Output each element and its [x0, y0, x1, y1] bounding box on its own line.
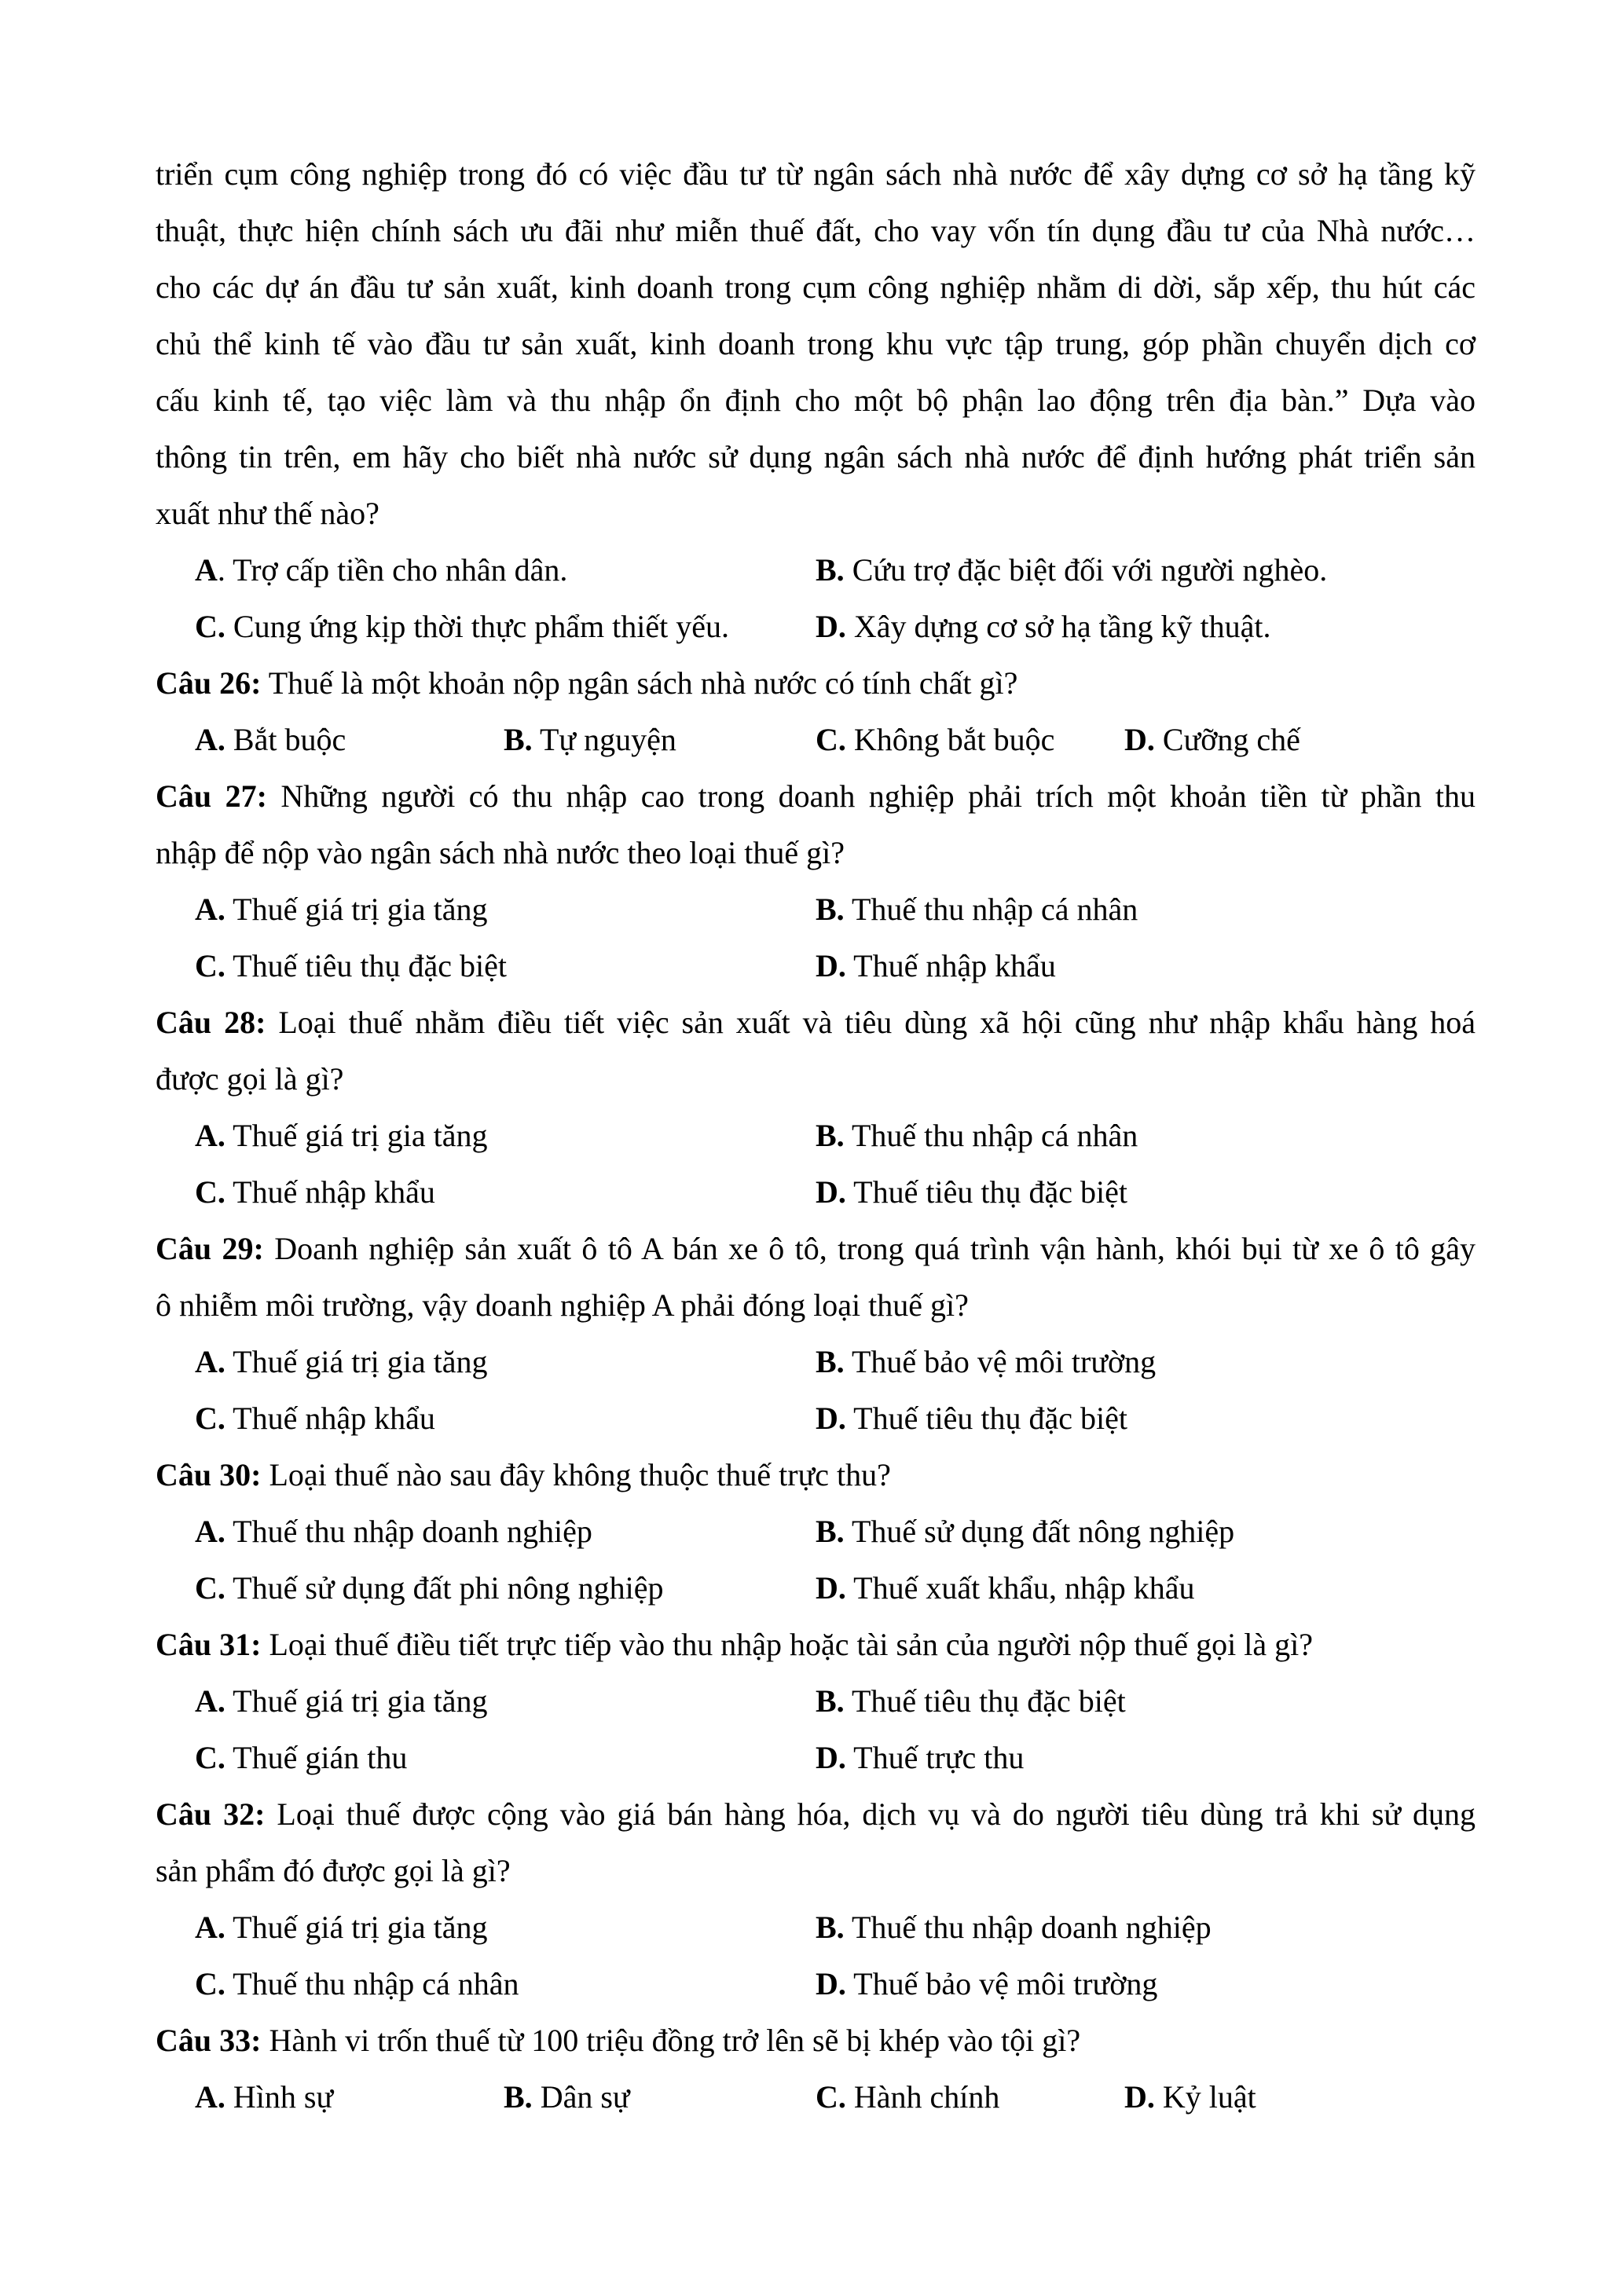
option-b[interactable]: B. Thuế sử dụng đất nông nghiệp — [816, 1514, 1235, 1549]
option-b[interactable]: B. Tự nguyện — [504, 722, 676, 757]
options-row — [156, 889, 1476, 946]
question-stem: Câu 33: Hành vi trốn thuế từ 100 triệu đồng trở lên sẽ bị khép vào tội gì? — [156, 2023, 1081, 2058]
question-25-options-row — [156, 606, 1476, 663]
option-c[interactable]: C. Thuế gián thu — [195, 1740, 408, 1775]
option-a[interactable]: A. Thuế giá trị gia tăng — [195, 892, 488, 927]
question-stem-line: nhập để nộp vào ngân sách nhà nước theo loại thuế gì? — [156, 835, 845, 870]
option-a[interactable]: A. Hình sự — [195, 2079, 334, 2115]
options-row — [156, 1681, 1476, 1738]
option-b[interactable]: B. Thuế tiêu thụ đặc biệt — [816, 1683, 1126, 1719]
question-stem-line: ô nhiễm môi trường, vậy doanh nghiệp A phải đóng loại thuế gì? — [156, 1287, 969, 1323]
option-d[interactable]: D. Thuế trực thu — [816, 1740, 1025, 1775]
stem-line: thuật, thực hiện chính sách ưu đãi như miễn thuế đất, cho vay vốn tín dụng đầu tư của Nhà nước… — [156, 213, 1476, 248]
question-32 — [156, 1794, 1476, 2020]
question-30 — [156, 1455, 1476, 1624]
option-b[interactable]: B. Thuế thu nhập cá nhân — [816, 892, 1138, 927]
question-stem: Câu 26: Thuế là một khoản nộp ngân sách nhà nước có tính chất gì? — [156, 665, 1018, 701]
question-stem: Câu 30: Loại thuế nào sau đây không thuộc thuế trực thu? — [156, 1457, 891, 1492]
question-27 — [156, 776, 1476, 1002]
option-b[interactable]: B. Thuế bảo vệ môi trường — [816, 1344, 1157, 1379]
stem-line: triển cụm công nghiệp trong đó có việc đầu tư từ ngân sách nhà nước để xây dựng cơ sở hạ tầng kỹ — [156, 156, 1476, 192]
question-26 — [156, 663, 1476, 776]
option-a[interactable]: A. Thuế giá trị gia tăng — [195, 1344, 488, 1379]
option-d[interactable]: D. Cưỡng chế — [1124, 722, 1300, 757]
question-stem: Câu 27: Những người có thu nhập cao trong doanh nghiệp phải trích một khoản tiền từ phần thu — [156, 778, 1476, 814]
question-label: Câu 27: — [156, 778, 267, 814]
question-label: Câu 31: — [156, 1627, 262, 1662]
question-label: Câu 33: — [156, 2023, 262, 2058]
document-page — [156, 154, 1476, 2133]
option-d[interactable]: D. Thuế xuất khẩu, nhập khẩu — [816, 1570, 1195, 1606]
option-d[interactable]: D. Thuế nhập khẩu — [816, 948, 1056, 983]
question-29 — [156, 1229, 1476, 1455]
option-a[interactable]: A. Thuế giá trị gia tăng — [195, 1118, 488, 1153]
option-d[interactable]: D. Thuế tiêu thụ đặc biệt — [816, 1174, 1127, 1210]
option-d[interactable]: D. Xây dựng cơ sở hạ tầng kỹ thuật. — [816, 609, 1271, 644]
option-b[interactable]: B. Thuế thu nhập doanh nghiệp — [816, 1910, 1212, 1945]
option-c[interactable]: C. Hành chính — [816, 2079, 1000, 2115]
options-row — [156, 1568, 1476, 1624]
option-a[interactable]: A. Trợ cấp tiền cho nhân dân. — [195, 552, 568, 588]
options-row — [156, 1511, 1476, 1568]
question-stem: Câu 32: Loại thuế được cộng vào giá bán hàng hóa, dịch vụ và do người tiêu dùng trả khi sử dụng — [156, 1796, 1476, 1832]
option-d[interactable]: D. Thuế tiêu thụ đặc biệt — [816, 1401, 1127, 1436]
stem-line: chủ thể kinh tế vào đầu tư sản xuất, kinh doanh trong khu vực tập trung, góp phần chuyển dịch cơ — [156, 326, 1476, 361]
option-c[interactable]: C. Thuế sử dụng đất phi nông nghiệp — [195, 1570, 664, 1606]
question-stem: Câu 31: Loại thuế điều tiết trực tiếp vào thu nhập hoặc tài sản của người nộp thuế gọi là gì? — [156, 1627, 1314, 1662]
options-row — [156, 1398, 1476, 1455]
question-label: Câu 28: — [156, 1005, 266, 1040]
question-label: Câu 30: — [156, 1457, 262, 1492]
options-row — [156, 1342, 1476, 1398]
options-row — [156, 720, 1476, 776]
option-c[interactable]: C. Thuế nhập khẩu — [195, 1174, 435, 1210]
options-row — [156, 1172, 1476, 1229]
stem-line: xuất như thế nào? — [156, 496, 379, 531]
options-row — [156, 1115, 1476, 1172]
option-d[interactable]: D. Thuế bảo vệ môi trường — [816, 1966, 1158, 2001]
option-c[interactable]: C. Không bắt buộc — [816, 722, 1055, 757]
question-33 — [156, 2020, 1476, 2133]
option-c[interactable]: C. Cung ứng kịp thời thực phẩm thiết yếu. — [195, 609, 730, 644]
options-row — [156, 1738, 1476, 1794]
options-row — [156, 946, 1476, 1002]
question-31 — [156, 1624, 1476, 1794]
option-a[interactable]: A. Thuế thu nhập doanh nghiệp — [195, 1514, 592, 1549]
question-25-options-row — [156, 550, 1476, 606]
question-stem-line: được gọi là gì? — [156, 1061, 344, 1097]
stem-line: cho các dự án đầu tư sản xuất, kinh doanh trong cụm công nghiệp nhằm di dời, sắp xếp, thu hút các — [156, 269, 1476, 305]
question-label: Câu 26: — [156, 665, 262, 701]
option-c[interactable]: C. Thuế thu nhập cá nhân — [195, 1966, 519, 2001]
option-b[interactable]: B. Dân sự — [504, 2079, 630, 2115]
question-25-stem — [156, 154, 1476, 550]
question-label: Câu 29: — [156, 1231, 264, 1266]
option-a[interactable]: A. Thuế giá trị gia tăng — [195, 1910, 488, 1945]
stem-line: cấu kinh tế, tạo việc làm và thu nhập ổn định cho một bộ phận lao động trên địa bàn.” Dựa vào — [156, 383, 1476, 418]
option-b[interactable]: B. Thuế thu nhập cá nhân — [816, 1118, 1138, 1153]
question-label: Câu 32: — [156, 1796, 266, 1832]
stem-line: thông tin trên, em hãy cho biết nhà nước sử dụng ngân sách nhà nước để định hướng phát triển sản — [156, 439, 1476, 474]
option-c[interactable]: C. Thuế nhập khẩu — [195, 1401, 435, 1436]
options-row — [156, 1907, 1476, 1964]
option-b[interactable]: B. Cứu trợ đặc biệt đối với người nghèo. — [816, 552, 1328, 588]
option-a[interactable]: A. Thuế giá trị gia tăng — [195, 1683, 488, 1719]
question-stem: Câu 28: Loại thuế nhằm điều tiết việc sản xuất và tiêu dùng xã hội cũng như nhập khẩu hàng hoá — [156, 1005, 1476, 1040]
option-c[interactable]: C. Thuế tiêu thụ đặc biệt — [195, 948, 507, 983]
option-d[interactable]: D. Kỷ luật — [1124, 2079, 1256, 2115]
question-stem-line: sản phẩm đó được gọi là gì? — [156, 1853, 511, 1888]
options-row — [156, 1964, 1476, 2020]
question-stem: Câu 29: Doanh nghiệp sản xuất ô tô A bán xe ô tô, trong quá trình vận hành, khói bụi từ xe ô tô gây — [156, 1231, 1476, 1266]
option-a[interactable]: A. Bắt buộc — [195, 722, 346, 757]
options-row — [156, 2077, 1476, 2133]
question-28 — [156, 1002, 1476, 1229]
